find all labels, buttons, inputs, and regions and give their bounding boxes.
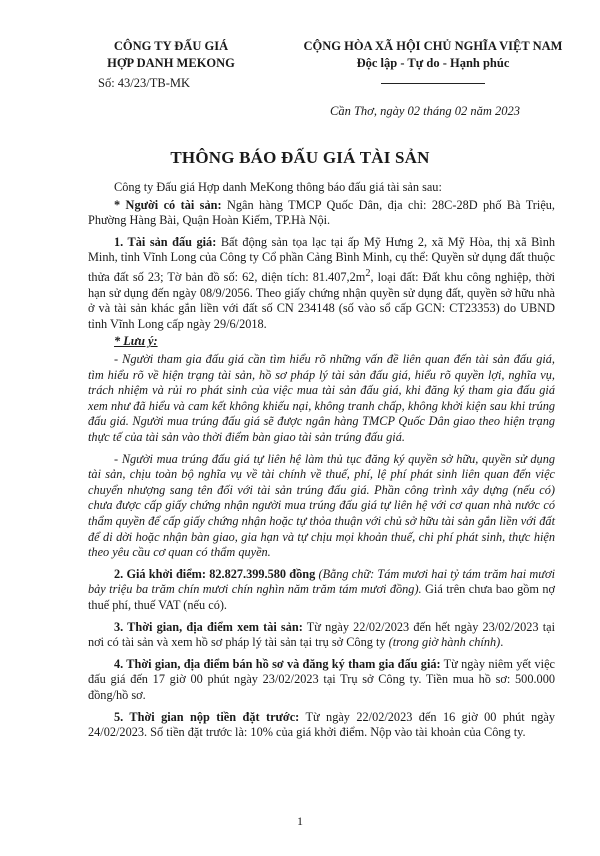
owner-paragraph [88, 198, 555, 229]
section-3-end: . [500, 635, 504, 650]
intro-paragraph: Công ty Đấu giá Hợp danh MeKong thông báo đấu giá tài sản sau: [114, 180, 442, 194]
page-number: 1 [297, 814, 303, 828]
note-paragraph-1: - Người tham gia đấu giá cần tìm hiểu rõ những vấn đề liên quan đến tài sản đấu giá, tìm hiểu rõ về hiện trạng tài sản, hồ sơ pháp lý tài sản đấu giá, hiểu rõ quyền lợi, nghĩa vụ, trách nhiệm và rủi ro phát sinh của việc mua tài sản đấu giá, khi đăng ký tham gia đấu giá xem như đã hiểu và cam kết không khiếu nại, không tranh chấp, không khởi kiện sau khi trúng đấu giá. Người mua trúng đấu giá sẽ được ngân hàng TMCP Quốc Dân giao theo hiện trạng thực tế của tài sản vào thời điểm bàn giao tài sản trúng đấu giá. [88, 352, 555, 444]
owner-label: * Người có tài sản: [114, 197, 222, 212]
motto-underline [381, 83, 485, 84]
section-3-viewing [88, 620, 555, 651]
section-5-text: Từ ngày 22/02/2023 đến 16 giờ 00 phút ngày 24/02/2023. Số tiền đặt trước là: 10% của giá khởi điểm. Nộp vào tài khoản của Công ty. [88, 709, 555, 740]
section-3-text: Từ ngày 22/02/2023 đến hết ngày 23/02/2023 tại nơi có tài sản và xem hồ sơ pháp lý tài sản tại trụ sở Công ty [88, 619, 555, 650]
section-3-label: 3. Thời gian, địa điểm xem tài sản: [114, 619, 303, 634]
organization-header [88, 38, 254, 92]
section-5-deposit [88, 710, 555, 741]
issue-date: Cần Thơ, ngày 02 tháng 02 năm 2023 [330, 104, 521, 118]
section-1-text-b: , loại đất: Đất khu công nghiệp, thời hạn sử dụng đến ngày 08/9/2056. Theo giấy chứng nhận quyền sử dụng đất, quyền sở hữu nhà ở và tài sản khác gắn liền với đất số CN 234148 (số vào sổ cấp GCN: CT23353) do UBND tỉnh Vĩnh Long cấp ngày 29/6/2018. [88, 270, 555, 331]
document-title: THÔNG BÁO ĐẤU GIÁ TÀI SẢN [170, 148, 430, 167]
section-2-label: 2. Giá khởi điểm: 82.827.399.580 đồng [114, 566, 316, 581]
nation-name: CỘNG HÒA XÃ HỘI CHỦ NGHĨA VIỆT NAM [303, 39, 563, 53]
org-name-line1: CÔNG TY ĐẤU GIÁ [113, 39, 229, 53]
owner-text: Ngân hàng TMCP Quốc Dân, địa chỉ: 28C-28D phố Bà Triệu, Phường Hàng Bài, Quận Hoàn Kiếm, TP.Hà Nội. [88, 197, 555, 228]
section-1-asset [88, 235, 555, 333]
section-2-words: (Bằng chữ: Tám mươi hai tỷ tám trăm hai mươi bảy triệu ba trăm chín mươi chín nghìn năm trăm tám mươi đồng). [88, 566, 555, 597]
national-header [278, 38, 588, 89]
reference-number: Số: 43/23/TB-MK [98, 76, 191, 90]
section-4-text: Từ ngày niêm yết việc đấu giá đến 17 giờ 00 phút ngày 23/02/2023 tại Trụ sở Công ty. Tiền mua hồ sơ: 500.000 đồng/hồ sơ. [88, 656, 555, 702]
section-4-label: 4. Thời gian, địa điểm bán hồ sơ và đăng ký tham gia đấu giá: [114, 656, 441, 671]
note-paragraph-2: - Người mua trúng đấu giá tự liên hệ làm thủ tục đăng ký quyền sở hữu, quyền sử dụng tài sản, chịu toàn bộ nghĩa vụ về tài chính về thuế, phí, lệ phí phát sinh liên quan đến việc chuyển nhượng sang tên đối với tài sản trúng đấu giá. Phần công trình xây dựng (nếu có) chưa được cấp giấy chứng nhận người mua trúng đấu giá tự liên hệ với cơ quan nhà nước có thẩm quyền để cấp giấy chứng nhận hoặc tự thỏa thuận với chủ sở hữu tài sản gắn liền với đất để di dời hoặc nhận bàn giao, gia hạn và tự chịu mọi khoản thuế, chi phí phát sinh, thực hiện theo yêu cầu cơ quan có thẩm quyền. [88, 451, 555, 560]
section-2-starting-price [88, 567, 555, 614]
document-body [88, 180, 555, 743]
area-superscript: 2 [365, 267, 371, 279]
national-motto: Độc lập - Tự do - Hạnh phúc [356, 56, 510, 70]
note-heading [88, 334, 555, 350]
note-label: * Lưu ý: [114, 334, 158, 349]
section-1-text-a: Bất động sản tọa lạc tại ấp Mỹ Hưng 2, xã Mỹ Hòa, thị xã Bình Minh, tỉnh Vĩnh Long của Công ty Cổ phần Cảng Bình Minh, cụ thể: Quyền sử dụng đất thuộc thửa đất số 23; Tờ bản đồ số: 62, diện tích: 81.407,2m [88, 234, 555, 285]
section-5-label: 5. Thời gian nộp tiền đặt trước: [114, 709, 300, 724]
section-2-text: Giá trên chưa bao gồm nợ thuế phí, thuế VAT (nếu có). [88, 582, 555, 612]
org-name-line2: HỢP DANH MEKONG [107, 56, 235, 70]
section-3-italic: (trong giờ hành chính) [388, 635, 501, 650]
section-1-label: 1. Tài sản đấu giá: [114, 234, 217, 249]
section-4-registration [88, 657, 555, 704]
